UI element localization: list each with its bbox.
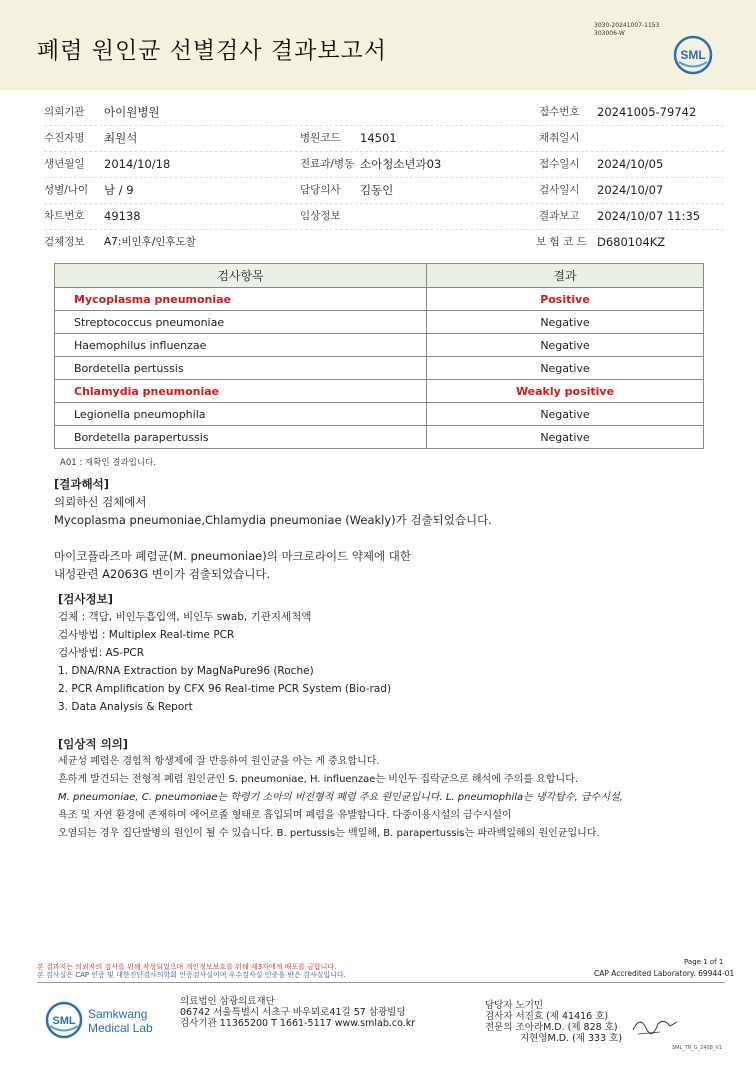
test-item: Haemophilus influenzae (55, 334, 427, 357)
value-receipt-date: 2024/10/05 (597, 157, 664, 171)
label-specimen: 검체정보 (44, 236, 85, 248)
test-result: Positive (427, 288, 704, 311)
confidential-notice: 본 결과지는 의뢰자의 검사를 위해 작성되었으며 개인정보보호를 위해 제3자에게 배포를 금합니다. (37, 963, 337, 971)
test-result: Negative (427, 334, 704, 357)
brand-line2: Medical Lab (88, 1021, 153, 1035)
value-sex-age: 남 / 9 (104, 183, 134, 197)
label-doctor: 담당의사 (300, 184, 341, 196)
test-result: Negative (427, 426, 704, 449)
logo-bottom-text: SML (52, 1015, 76, 1027)
interp-line: 의뢰하신 검체에서 (54, 495, 147, 509)
form-code: SML_TR_G_2408_V1 (672, 1045, 723, 1051)
test-item: Legionella pneumophila (55, 403, 427, 426)
value-test-date: 2024/10/07 (597, 183, 664, 197)
interp-line: 마이코플라즈마 폐렴균(M. pneumoniae)의 마크로라이드 약제에 대한 (54, 549, 412, 563)
label-test-date: 검사일시 (539, 184, 580, 196)
label-receipt-no: 접수번호 (539, 106, 580, 118)
sml-brand-icon (44, 1000, 174, 1040)
address-line: 검사기관 11365200 T 1661-5117 www.smlab.co.kr (180, 1018, 416, 1029)
test-info-section (58, 590, 391, 716)
results-table (54, 263, 704, 449)
test-info-line: 검체 : 객담, 비인두흡입액, 비인두 swab, 기관지세척액 (58, 611, 312, 623)
test-info-line: 검사방법 : Multiplex Real-time PCR (58, 629, 235, 641)
info-row (44, 178, 724, 204)
value-dept: 소아청소년과03 (360, 157, 442, 171)
test-result: Negative (427, 357, 704, 380)
table-row (55, 334, 704, 357)
samkwang-logo (44, 1000, 174, 1044)
info-row (44, 152, 724, 178)
info-row (44, 204, 724, 230)
sml-logo-icon (673, 35, 713, 75)
patient-info (44, 100, 724, 255)
label-institution: 의뢰기관 (44, 106, 85, 118)
test-item: Chlamydia pneumoniae (55, 380, 427, 403)
clinical-line: 욕조 및 자연 환경에 존재하며 에어로졸 형태로 흡입되며 폐렴을 유발합니다. 다중이용시설의 급수시설이 (58, 810, 512, 821)
clinical-line: 세균성 폐렴은 경험적 항생제에 잘 반응하여 원인균을 아는 게 중요합니다. (58, 756, 380, 767)
lab-address (180, 996, 415, 1029)
table-row (55, 426, 704, 449)
info-row (44, 126, 724, 152)
label-hosp-code: 병원코드 (300, 132, 341, 144)
value-receipt-no: 20241005-79742 (597, 105, 697, 119)
value-insurance: D680104KZ (597, 235, 666, 249)
brand-line1: Samkwang (88, 1007, 148, 1021)
clinical-heading: [임상적 의의] (58, 737, 129, 751)
test-item: Mycoplasma pneumoniae (55, 288, 427, 311)
value-chart-no: 49138 (104, 209, 141, 223)
table-row (55, 288, 704, 311)
test-info-line: 2. PCR Amplification by CFX 96 Real-time PCR System (Bio-rad) (58, 683, 392, 695)
clinical-significance-section (58, 735, 623, 843)
label-report: 결과보고 (539, 210, 580, 222)
page-number: Page 1 of 1 (684, 958, 724, 966)
signatory-line: 담당자 노기민 (485, 1000, 544, 1011)
signatory-line: 전문의 조아라M.D. (제 828 호) (485, 1022, 618, 1033)
recheck-note: A01 : 재확인 결과입니다. (60, 458, 156, 468)
test-result: Negative (427, 311, 704, 334)
report-title: 폐렴 원인균 선별검사 결과보고서 (37, 38, 387, 64)
accreditation-notice: 본 검사실은 CAP 인증 및 대한진단검사의학회 인증검사실이며 우수검사실 인증을 받은 검사실입니다. (37, 971, 346, 979)
signatories (485, 1000, 622, 1044)
test-item: Bordetella pertussis (55, 357, 427, 380)
label-chart-no: 차트번호 (44, 210, 85, 222)
clinical-line: 오염되는 경우 집단발병의 원인이 될 수 있습니다. B. pertussis는 백일해, B. parapertussis는 파라백일해의 원인균입니다. (58, 828, 600, 839)
address-line: 06742 서울특별시 서초구 바우뫼로41길 57 삼광빌딩 (180, 1007, 406, 1018)
signatory-line: 검사자 서진효 (제 41416 호) (485, 1011, 609, 1022)
label-receipt-date: 접수일시 (539, 158, 580, 170)
clinical-line: 흔하게 발견되는 전형적 폐렴 원인균인 S. pneumoniae, H. influenzae는 비인두 집락균으로 해석에 주의를 요합니다. (58, 774, 579, 785)
table-header-row (55, 264, 704, 288)
value-dob: 2014/10/18 (104, 157, 171, 171)
test-result: Weakly positive (427, 380, 704, 403)
table-row (55, 380, 704, 403)
label-collect: 채취일시 (539, 132, 580, 144)
value-institution: 아이원병원 (104, 105, 160, 119)
table-row (55, 357, 704, 380)
document-code (594, 22, 659, 38)
footer-divider (37, 982, 725, 983)
logo-top-text: SML (680, 48, 706, 62)
test-item: Streptococcus pneumoniae (55, 311, 427, 334)
col-test-item: 검사항목 (55, 264, 427, 288)
label-clinical: 임상정보 (300, 210, 341, 222)
info-row (44, 100, 724, 126)
test-result: Negative (427, 403, 704, 426)
clinical-line: M. pneumoniae, C. pneumoniae는 학령기 소아의 비전형적 폐렴 주요 원인균입니다. L. pneumophila는 냉각탑수, 급수시설, (58, 792, 623, 803)
value-doctor: 김동인 (360, 183, 394, 197)
test-item: Bordetella parapertussis (55, 426, 427, 449)
doc-code-line2: 303006-W (594, 30, 625, 37)
interp-line: 내성관련 A2063G 변이가 검출되었습니다. (54, 567, 271, 581)
interpretation-heading: [결과해석] (54, 477, 109, 491)
label-dept: 진료과/병동 (300, 158, 355, 170)
interp-line: Mycoplasma pneumoniae,Chlamydia pneumoniae (Weakly)가 검출되었습니다. (54, 513, 492, 527)
address-line: 의료법인 삼광의료재단 (180, 996, 275, 1007)
value-specimen: A7:비인후/인후도찰 (104, 236, 196, 248)
signatory-line: 지현영M.D. (제 333 호) (520, 1033, 623, 1044)
col-result: 결과 (427, 264, 704, 288)
value-name: 최원석 (104, 131, 138, 145)
label-name: 수진자명 (44, 132, 85, 144)
info-row (44, 230, 724, 255)
label-dob: 생년월일 (44, 158, 85, 170)
test-info-heading: [검사정보] (58, 592, 113, 606)
table-row (55, 403, 704, 426)
label-insurance: 보 험 코 드 (536, 236, 587, 248)
label-sex-age: 성별/나이 (44, 184, 89, 196)
test-info-line: 3. Data Analysis & Report (58, 701, 193, 713)
signature-icon (630, 1010, 680, 1040)
value-report: 2024/10/07 11:35 (597, 209, 701, 223)
table-row (55, 311, 704, 334)
doc-code-line1: 3030-20241007-1153 (594, 22, 660, 29)
test-info-line: 검사방법: AS-PCR (58, 647, 145, 659)
value-hosp-code: 14501 (360, 131, 397, 145)
cap-accreditation: CAP Accredited Laboratory. 69944-01 (594, 969, 735, 978)
test-info-line: 1. DNA/RNA Extraction by MagNaPure96 (Roche) (58, 665, 314, 677)
interpretation-section (54, 475, 492, 583)
